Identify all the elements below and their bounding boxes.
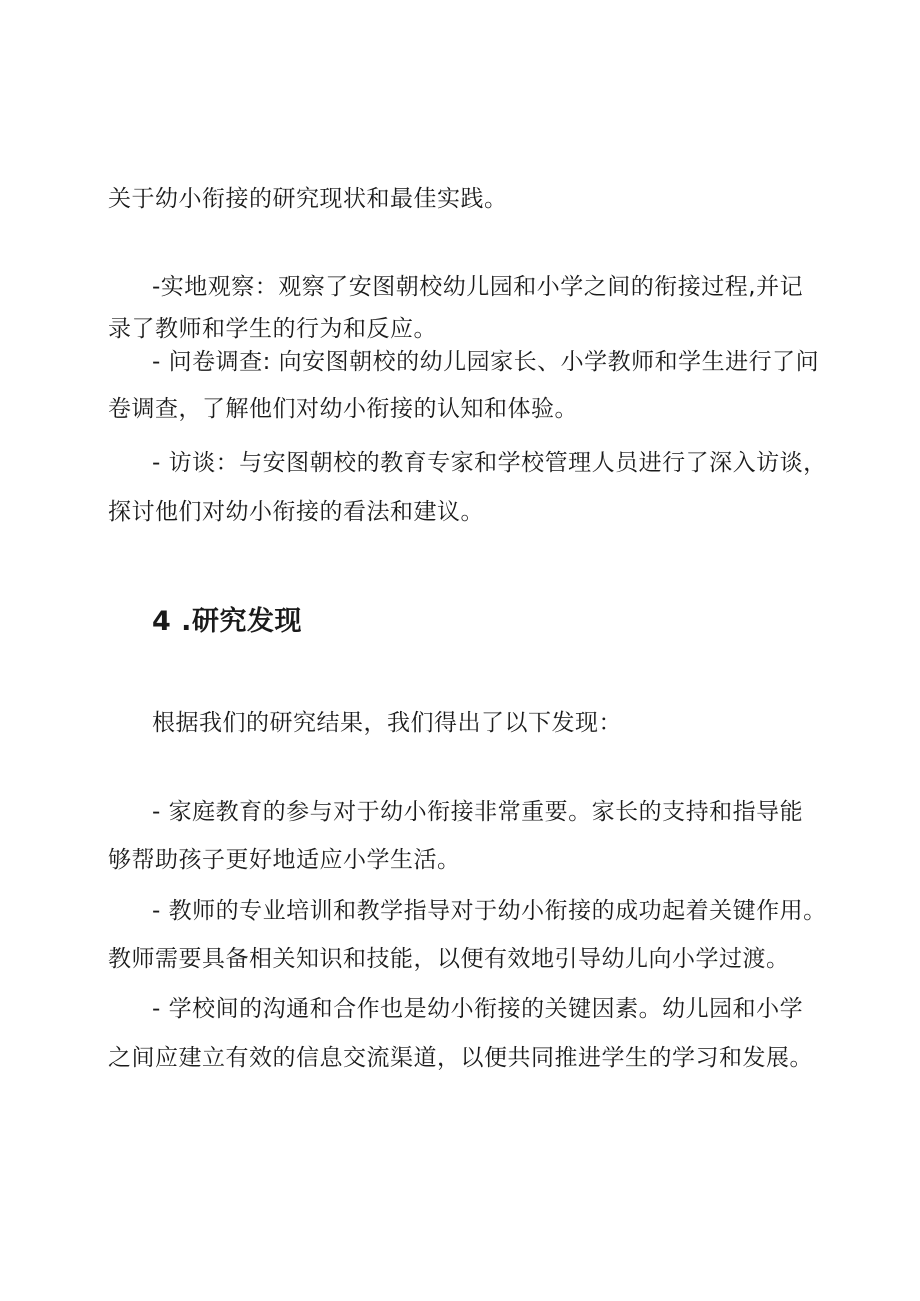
finding-teacher-line1: - 教师的专业培训和教学指导对于幼小衔接的成功起着关键作用。: [152, 898, 827, 924]
section-lead-text: 根据我们的研究结果，我们得出了以下发现：: [152, 710, 622, 736]
method-observation-line1: -实地观察：观察了安图朝校幼儿园和小学之间的衔接过程,并记: [152, 274, 804, 300]
intro-text-line: 关于幼小衔接的研究现状和最佳实践。: [108, 186, 508, 212]
method-interview-line2: 探讨他们对幼小衔接的看法和建议。: [108, 499, 484, 525]
finding-school-line2: 之间应建立有效的信息交流渠道，以便共同推进学生的学习和发展。: [108, 1045, 813, 1071]
section-heading: 4 .研究发现: [152, 606, 302, 637]
method-questionnaire-line1: - 问卷调查: 向安图朝校的幼儿园家长、小学教师和学生进行了问: [152, 349, 820, 375]
finding-school-line1: - 学校间的沟通和合作也是幼小衔接的关键因素。幼儿园和小学: [152, 996, 804, 1022]
finding-teacher-line2: 教师需要具备相关知识和技能，以便有效地引导幼儿向小学过渡。: [108, 946, 790, 972]
method-interview-line1: - 访谈：与安图朝校的教育专家和学校管理人员进行了深入访谈，: [152, 450, 827, 476]
finding-family-line1: - 家庭教育的参与对于幼小衔接非常重要。家长的支持和指导能: [152, 799, 804, 825]
method-observation-line2: 录了教师和学生的行为和反应。: [108, 316, 437, 342]
method-questionnaire-line2: 卷调查，了解他们对幼小衔接的认知和体验。: [108, 396, 578, 422]
finding-family-line2: 够帮助孩子更好地适应小学生活。: [108, 847, 461, 873]
